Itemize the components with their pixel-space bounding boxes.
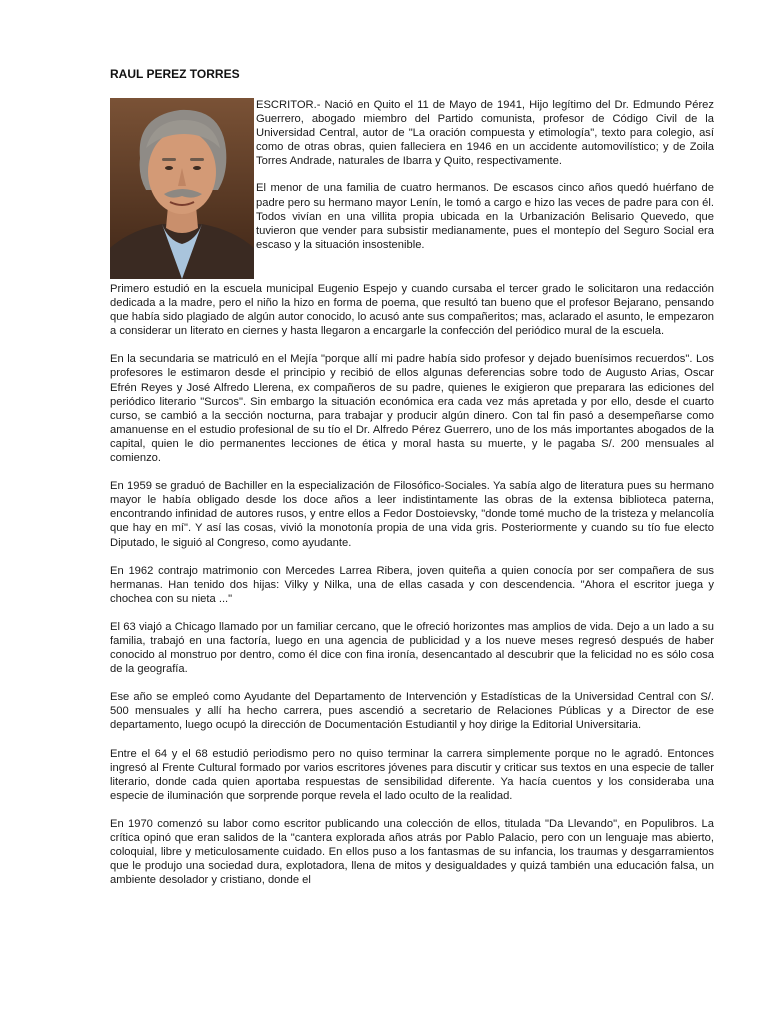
paragraph: En 1962 contrajo matrimonio con Mercedes Larrea Ribera, joven quiteña a quien conocía por ser compañera de sus hermanas. Han tenido dos hijas: Vilky y Nilka, una de ellas casada y con descendencia. "Ahora el escritor juega y chochea con su nieta ..." [110, 564, 714, 605]
intro-paragraph: ESCRITOR.- Nació en Quito el 11 de Mayo de 1941, Hijo legítimo del Dr. Edmundo Pérez Guerrero, abogado miembro del Partido comunista, profesor de Código Civil de la Universidad Central, autor de "La oración compuesta y etimología", texto para colegio, así como de otras obras, quien falleciera en 1946 en un accidente automovilístico; y de Zoila Torres Andrade, naturales de Ibarra y Quito, respectivamente. [256, 99, 714, 168]
paragraph: En 1959 se graduó de Bachiller en la especialización de Filosófico-Sociales. Ya sabía algo de literatura pues su hermano mayor le había obligado desde los doce años a leer indistintamente las obras de la extensa biblioteca paterna, encontrando infinidad de autores rusos, y entre ellos a Fedor Dostoievsky, "donde tomé mucho de la tristeza y melancolía que hay en mí". Y así las cosas, vivió la monotonía propia de una vida gris. Posteriormente y cuando su tío fue electo Diputado, le siguió al Congreso, como ayudante. [110, 480, 714, 549]
intro-text [256, 98, 714, 265]
paragraph: En 1970 comenzó su labor como escritor publicando una colección de ellos, titulada "Da Llevando", en Populibros. La crítica opinó que eran salidos de la "cantera explorada años atrás por Pablo Palacio, pero con un lenguaje mas abierto, coloquial, libre y meticulosamente cuidado. En ellos puso a los fantasmas de su infancia, los traumas y desgarramientos que le produjo una sociedad dura, explotadora, llena de mitos y desigualdades y quizá también una educación falsa, un ambiente desolador y cristiano, donde el [110, 817, 714, 887]
body-text [110, 282, 714, 887]
intro-section [110, 82, 714, 282]
intro-paragraph: El menor de una familia de cuatro hermanos. De escasos cinco años quedó huérfano de padre pero su hermano mayor Lenín, le tomó a cargo e hizo las veces de padre para con él. Todos vivían en una villita propia ubicada en la Urbanización Belisario Quevedo, que tuvieron que vender para subsistir medianamente, pues el montepío del Seguro Social era escaso y la situación insostenible. [256, 182, 714, 251]
paragraph: En la secundaria se matriculó en el Mejía "porque allí mi padre había sido profesor y dejado buenísimos recuerdos". Los profesores le estimaron desde el principio y recibió de ellos algunas deferencias sobre todo de Augusto Arias, Oscar Efrén Reyes y José Alfredo Llerena, ex compañeros de su padre, quienes le exigieron que preparara las ediciones del periódico literario "Surcos". Sin embargo la situación económica era cada vez más apretada y por ello, desde el cuarto curso, se cambió a la sección nocturna, para trabajar y producir algún dinero. Con tal fin pasó a desempeñarse como amanuense en el estudio profesional de su tío el Dr. Alfredo Pérez Guerrero, uno de los más importantes abogados de la capital, quien le dio permanentes lecciones de ética y moral hasta su muerte, y le pagaba S/. 200 mensuales al comienzo. [110, 353, 714, 465]
page-title: RAUL PEREZ TORRES [110, 67, 240, 81]
document-page [110, 66, 714, 901]
paragraph: Entre el 64 y el 68 estudió periodismo pero no quiso terminar la carrera simplemente porque no le agradó. Entonces ingresó al Frente Cultural formado por varios escritores jóvenes para discutir y criticar sus textos en una especie de taller literario, donde cada quien aportaba respuestas de sensibilidad diferente. Ya hacía cuentos y los consideraba una especie de iluminación que sorprende porque revela el lado oculto de la realidad. [110, 747, 714, 802]
paragraph: Ese año se empleó como Ayudante del Departamento de Intervención y Estadísticas de la Universidad Central con S/. 500 mensuales y allí ha hecho carrera, pues ascendió a secretario de Relaciones Públicas y a Director de ese departamento, luego ocupó la dirección de Documentación Estudiantil y hoy dirige la Editorial Universitaria. [110, 691, 714, 732]
paragraph: El 63 viajó a Chicago llamado por un familiar cercano, que le ofreció horizontes mas amplios de vida. Dejo a un lado a su familia, trabajó en una factoría, luego en una agencia de publicidad y a los nueve meses regresó después de haber conocido al monstruo por dentro, como él dice con fina ironía, desencantado al descubrir que la felicidad no es sólo cosa de la geografía. [110, 620, 714, 676]
portrait-photo [110, 98, 254, 279]
paragraph: Primero estudió en la escuela municipal Eugenio Espejo y cuando cursaba el tercer grado le solicitaron una redacción dedicada a la madre, pero el niño la hizo en forma de poema, que resultó tan bueno que el profesor Bejarano, pensando que había sido plagiado de algún autor conocido, lo acusó ante sus compañeritos; mas, aclarado el asunto, le empezaron a considerar un literato en ciernes y hasta llegaron a encargarle la confección del periódico mural de la escuela. [110, 283, 714, 338]
